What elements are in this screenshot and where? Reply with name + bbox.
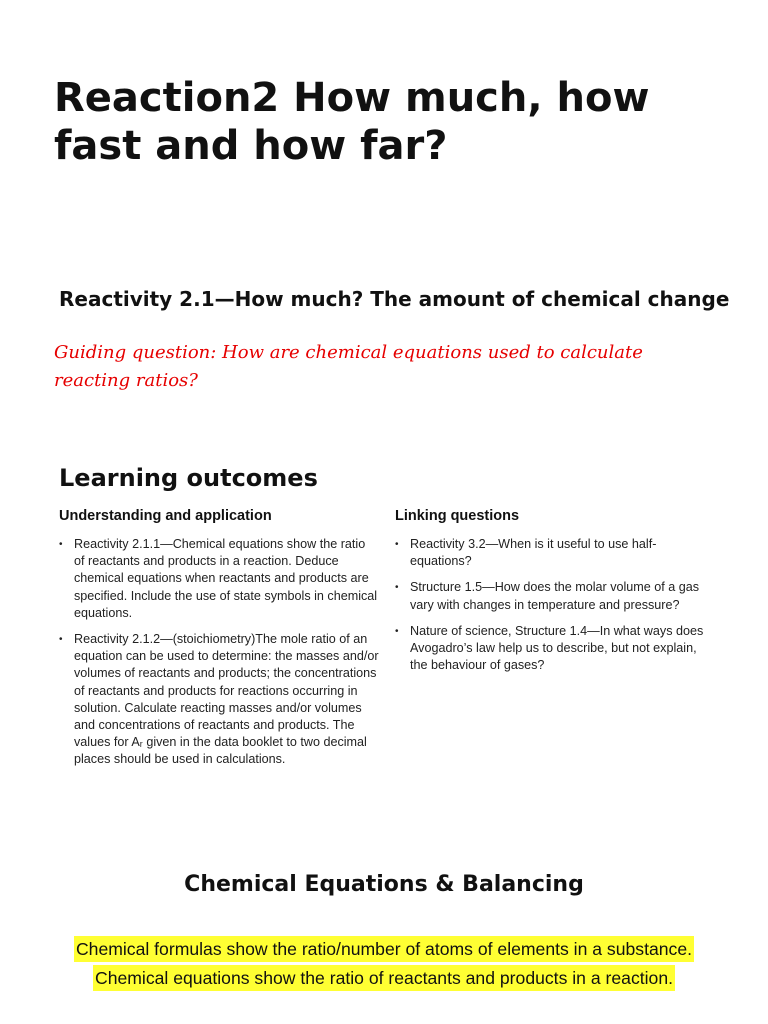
understanding-heading: Understanding and application	[59, 508, 272, 524]
section-subtitle: Reactivity 2.1—How much? The amount of chemical change	[59, 287, 730, 311]
highlighted-text: Chemical formulas show the ratio/number of atoms of elements in a substance.	[74, 936, 694, 962]
bullet-icon: •	[59, 634, 63, 646]
highlight-line-2	[0, 965, 768, 991]
understanding-column	[59, 506, 379, 778]
list-item	[59, 631, 379, 769]
guiding-question: Guiding question: How are chemical equations used to calculate reacting ratios?	[54, 342, 643, 391]
equations-heading: Chemical Equations & Balancing	[184, 872, 584, 897]
list-item	[59, 536, 379, 622]
bullet-icon: •	[395, 625, 399, 637]
list-item-text: Nature of science, Structure 1.4—In what ways does Avogadro’s law help us to describe, but not explain, the behaviour of gases?	[410, 623, 704, 673]
list-item-text: Structure 1.5—How does the molar volume of a gas vary with changes in temperature and pressure?	[410, 580, 700, 612]
highlight-line-1	[0, 936, 768, 962]
linking-column	[395, 506, 715, 683]
highlighted-text: Chemical equations show the ratio of reactants and products in a reaction.	[93, 965, 675, 991]
linking-list	[395, 536, 715, 674]
learning-outcomes-heading: Learning outcomes	[59, 464, 318, 492]
list-item-text: Reactivity 3.2—When is it useful to use half-equations?	[410, 537, 657, 569]
list-item	[395, 579, 715, 613]
list-item-text: Reactivity 2.1.2—(stoichiometry)The mole ratio of an equation can be used to determine: the masses and/or volumes of reactants and products; the concentrations of reactants and products for reactions occurring in solution. Calculate reacting masses and/or volumes and concentrations of reactants and products. The values for Aᵣ given in the data booklet to two decimal places should be used in calculations.	[74, 632, 379, 767]
page-title: Reaction2 How much, how fast and how far?	[54, 75, 650, 169]
bullet-icon: •	[395, 539, 399, 550]
list-item-text: Reactivity 2.1.1—Chemical equations show the ratio of reactants and products in a reaction. Deduce chemical equations when reactants and products are specified. Include the use of state symbols in chemical equations.	[74, 537, 378, 620]
bullet-icon: •	[395, 582, 399, 594]
bullet-icon: •	[59, 539, 63, 550]
understanding-list	[59, 536, 379, 769]
list-item	[395, 623, 715, 675]
list-item	[395, 536, 715, 570]
linking-heading: Linking questions	[395, 508, 520, 524]
